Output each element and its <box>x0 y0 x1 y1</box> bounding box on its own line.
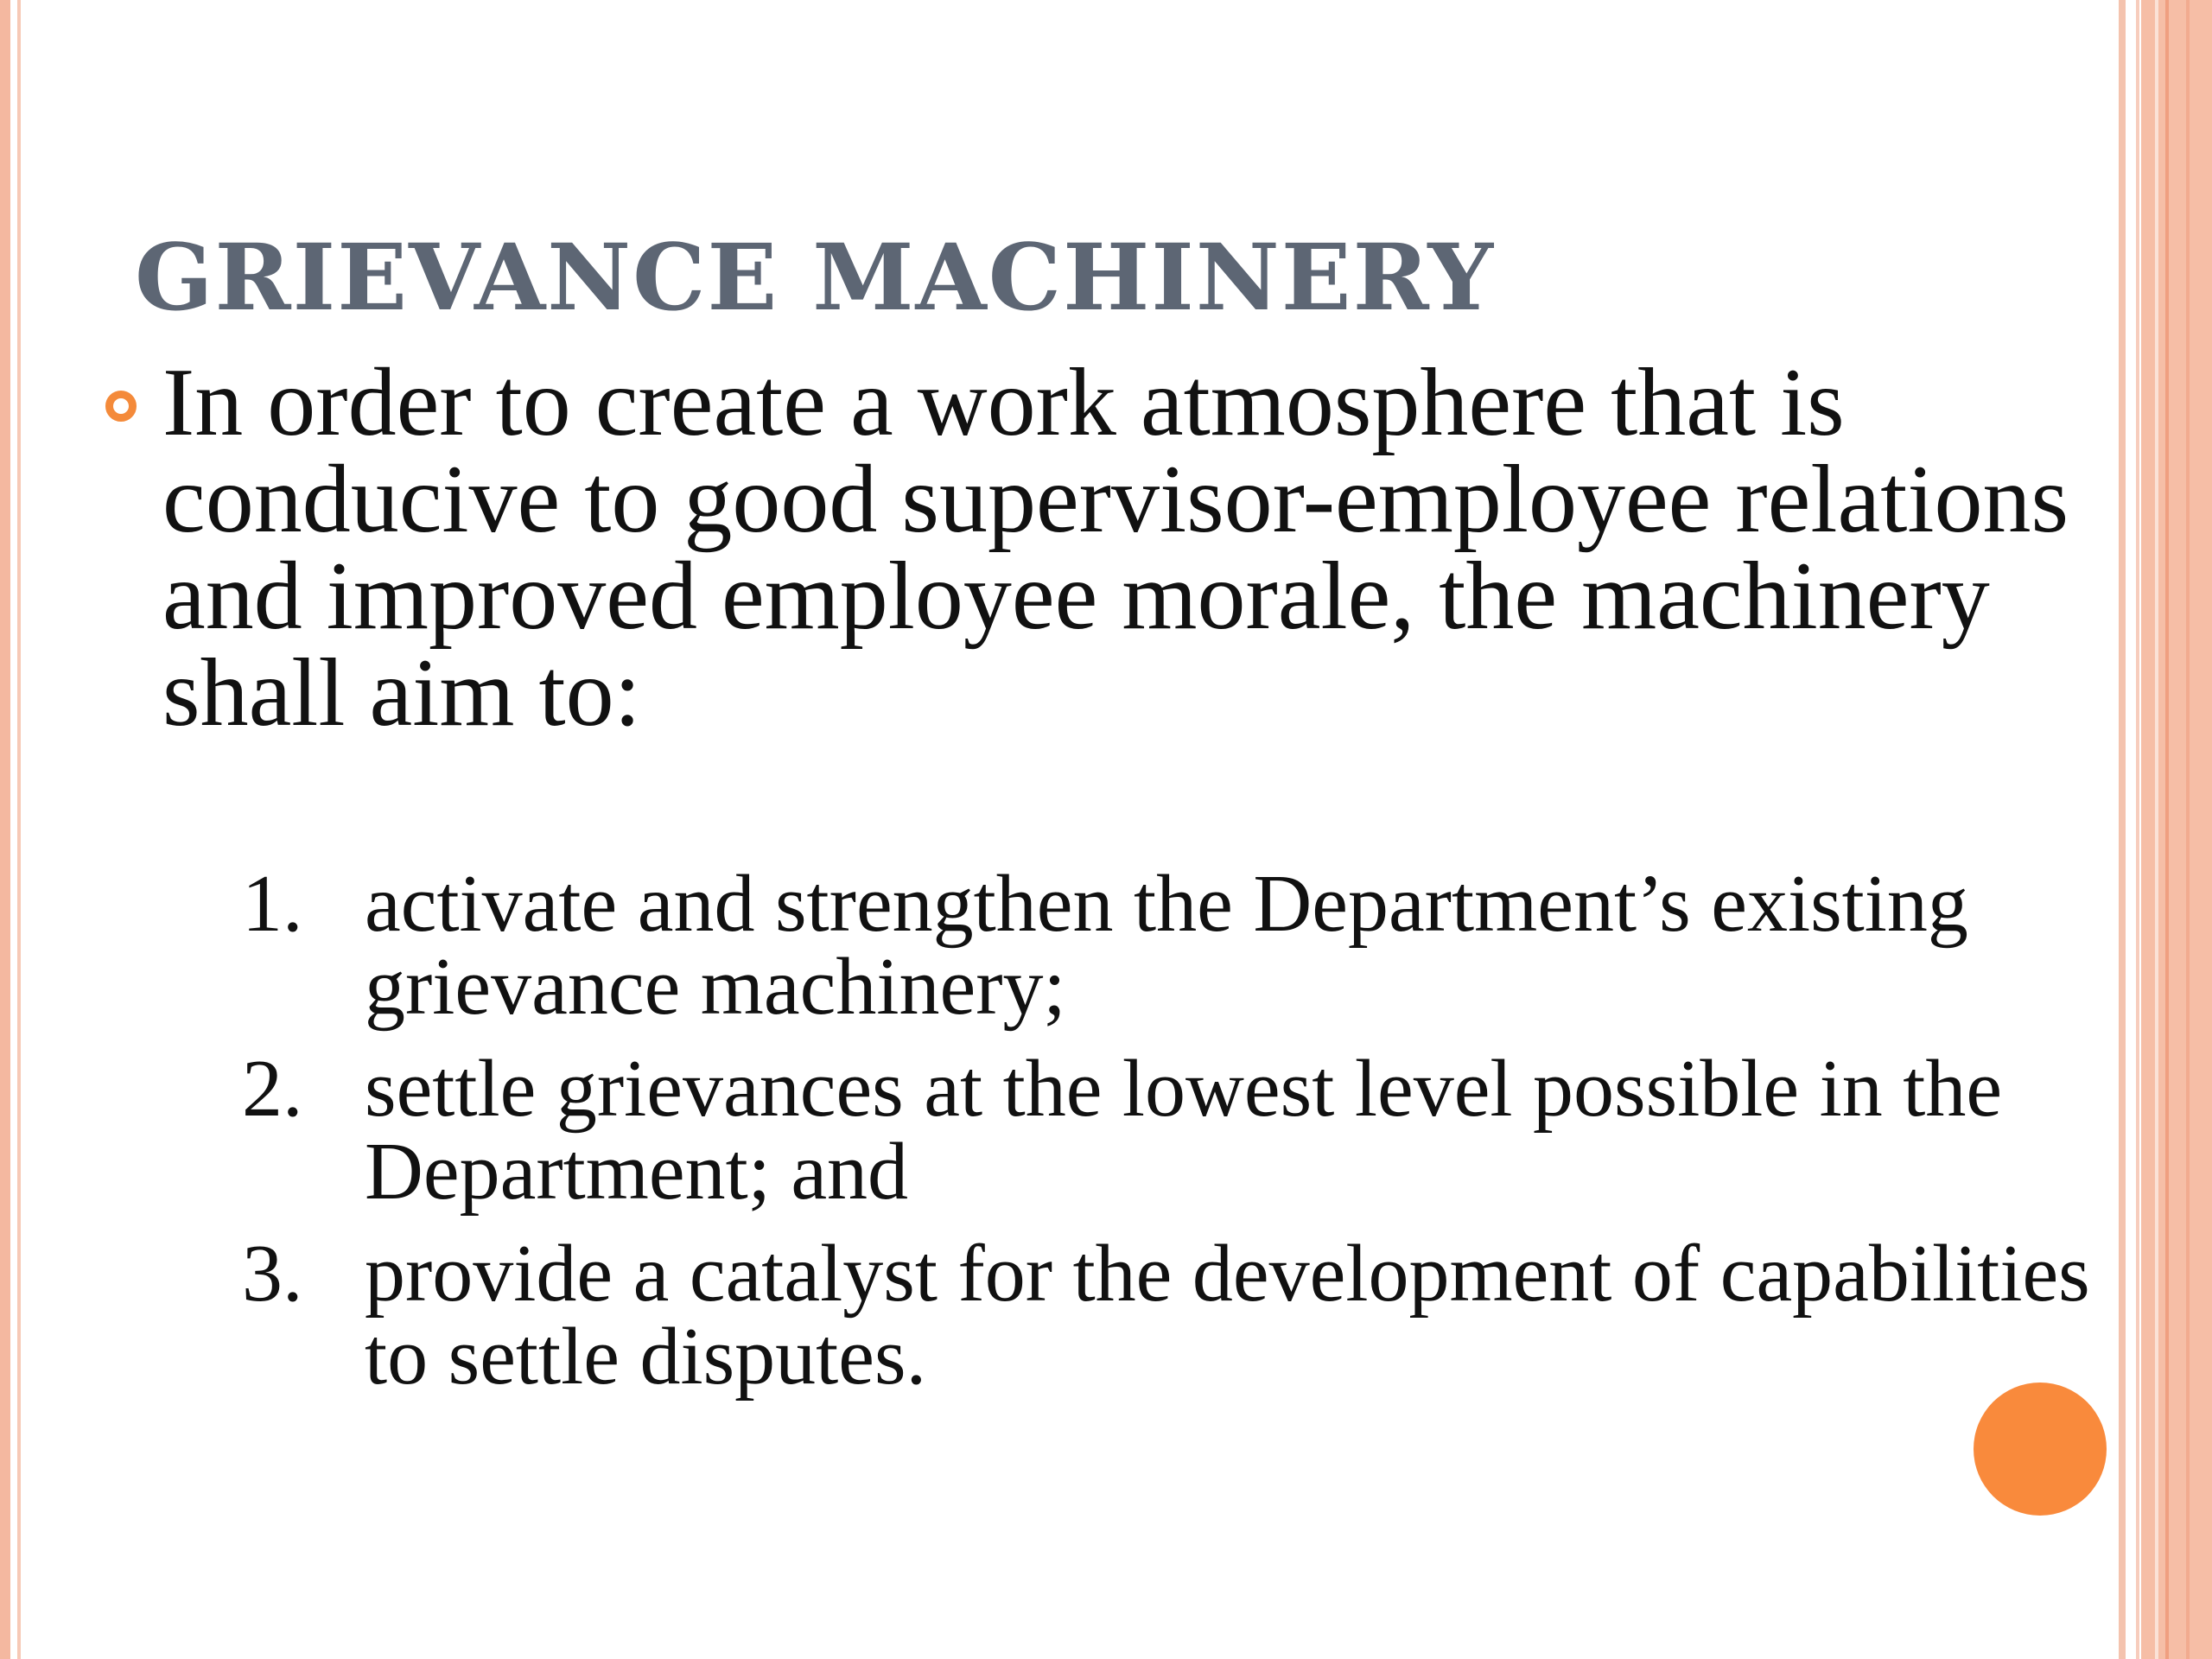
list-item-number: 1. <box>242 859 303 949</box>
right-border-fill <box>2141 0 2212 1659</box>
list-item-text: provide a catalyst for the development of capabilities to settle disputes. <box>365 1229 2090 1402</box>
list-item <box>242 1229 2117 1402</box>
right-border-line <box>2155 0 2158 1659</box>
right-border-line <box>2186 0 2190 1659</box>
objectives-list <box>242 859 2117 1417</box>
left-border-stripe <box>0 0 10 1659</box>
list-item-number: 3. <box>242 1229 303 1319</box>
slide-title: GRIEVANCE MACHINERY <box>135 223 1496 331</box>
right-border-line <box>2119 0 2126 1659</box>
ring-bullet-icon <box>105 391 137 422</box>
left-border-line <box>17 0 21 1659</box>
list-item-number: 2. <box>242 1044 303 1134</box>
list-item <box>242 859 2117 1032</box>
intro-paragraph: In order to create a work atmosphere that is conducive to good supervisor-employee relations and improved employee morale, the machinery shall aim to: <box>162 349 2069 747</box>
list-item <box>242 1044 2117 1217</box>
list-item-text: activate and strengthen the Department’s existing grievance machinery; <box>365 859 1968 1032</box>
orange-circle-icon <box>1974 1382 2107 1516</box>
right-border-line <box>2165 0 2169 1659</box>
right-border-line <box>2136 0 2139 1659</box>
list-item-text: settle grievances at the lowest level possible in the Department; and <box>365 1044 2003 1217</box>
